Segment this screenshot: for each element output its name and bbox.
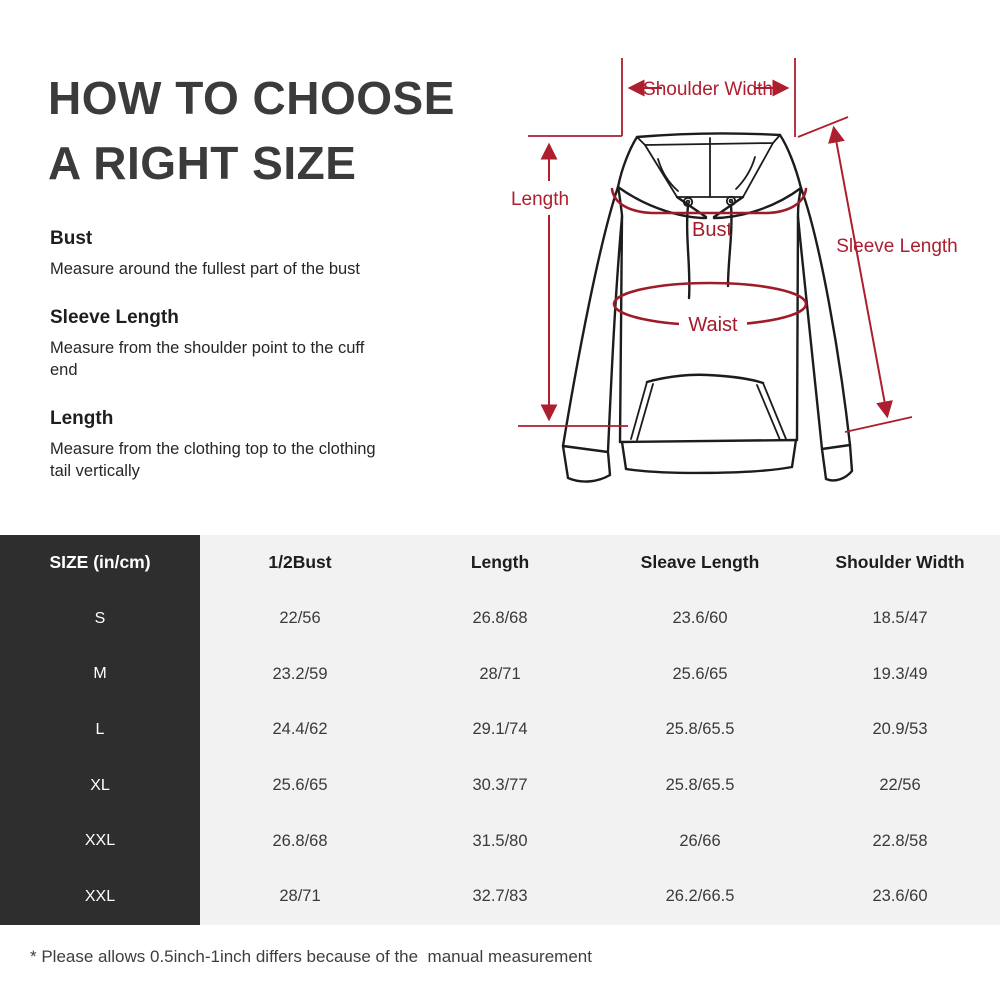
bust-label: Bust	[691, 219, 733, 241]
page-title	[48, 66, 455, 197]
table-cell: 23.6/60	[672, 609, 728, 628]
instruction-heading: Length	[50, 408, 114, 429]
length-label: Length	[510, 189, 570, 210]
table-cell: 26.8/68	[472, 609, 528, 628]
hoodie-diagram-svg	[500, 55, 1000, 505]
table-cell: 22/56	[279, 609, 321, 628]
size-table	[0, 535, 1000, 925]
table-cell: 23.6/60	[872, 887, 928, 906]
instruction-heading: Sleeve Length	[50, 307, 179, 328]
table-cell: 25.6/65	[272, 776, 328, 795]
instruction-length	[50, 408, 420, 482]
row-label-xxl-2: XXL	[0, 869, 200, 925]
table-cell: 25.8/65.5	[665, 720, 735, 739]
row-label-l: L	[0, 702, 200, 758]
measurement-instructions	[50, 228, 420, 509]
table-cell: 25.6/65	[672, 664, 728, 683]
table-cell: 28/71	[479, 664, 521, 683]
page-title-line1: HOW TO CHOOSE	[48, 72, 455, 124]
table-cell: 31.5/80	[472, 831, 528, 850]
table-cell: 28/71	[279, 887, 321, 906]
table-cell: 26.8/68	[272, 831, 328, 850]
table-cell: 25.8/65.5	[665, 776, 735, 795]
sleeve-length-label: Sleeve Length	[836, 236, 958, 257]
instruction-text: Measure from the shoulder point to the cuff end	[50, 339, 365, 379]
hoodie-measurement-diagram	[500, 55, 1000, 505]
row-label-s: S	[0, 591, 200, 647]
measurement-disclaimer: * Please allows 0.5inch-1inch differs because of the manual measurement	[30, 947, 592, 966]
sleeve-dimension-line	[834, 129, 887, 415]
instruction-text: Measure from the clothing top to the clothing tail vertically	[50, 440, 376, 480]
table-cell: 22/56	[879, 776, 921, 795]
waist-label: Waist	[688, 314, 738, 336]
sleeve-bottom-tick	[845, 417, 912, 432]
instruction-sleeve-length	[50, 307, 420, 381]
instruction-bust	[50, 228, 420, 280]
instruction-text: Measure around the fullest part of the bust	[50, 260, 361, 278]
column-header-length: Length	[470, 552, 530, 573]
sleeve-top-tick	[798, 117, 848, 137]
table-cell: 20.9/53	[872, 720, 928, 739]
row-label-xxl: XXL	[0, 813, 200, 869]
table-cell: 26.2/66.5	[665, 887, 735, 906]
column-header-shoulder-width: Shoulder Width	[835, 552, 965, 573]
hoodie-outline	[563, 133, 852, 481]
table-cell: 30.3/77	[472, 776, 528, 795]
page-title-line2: A RIGHT SIZE	[48, 137, 357, 190]
column-header-sleeve-length: Sleave Length	[640, 552, 760, 573]
size-table-corner: SIZE (in/cm)	[0, 535, 200, 591]
table-cell: 24.4/62	[272, 720, 328, 739]
instruction-heading: Bust	[50, 228, 93, 249]
row-label-m: M	[0, 646, 200, 702]
table-cell: 32.7/83	[472, 887, 528, 906]
table-cell: 23.2/59	[272, 664, 328, 683]
column-header-halfbust: 1/2Bust	[268, 552, 332, 573]
table-cell: 18.5/47	[872, 609, 928, 628]
table-cell: 19.3/49	[872, 664, 928, 683]
table-cell: 29.1/74	[472, 720, 528, 739]
table-cell: 22.8/58	[872, 831, 928, 850]
table-cell: 26/66	[679, 831, 721, 850]
row-label-xl: XL	[0, 758, 200, 814]
shoulder-width-label: Shoulder Width	[643, 79, 773, 100]
